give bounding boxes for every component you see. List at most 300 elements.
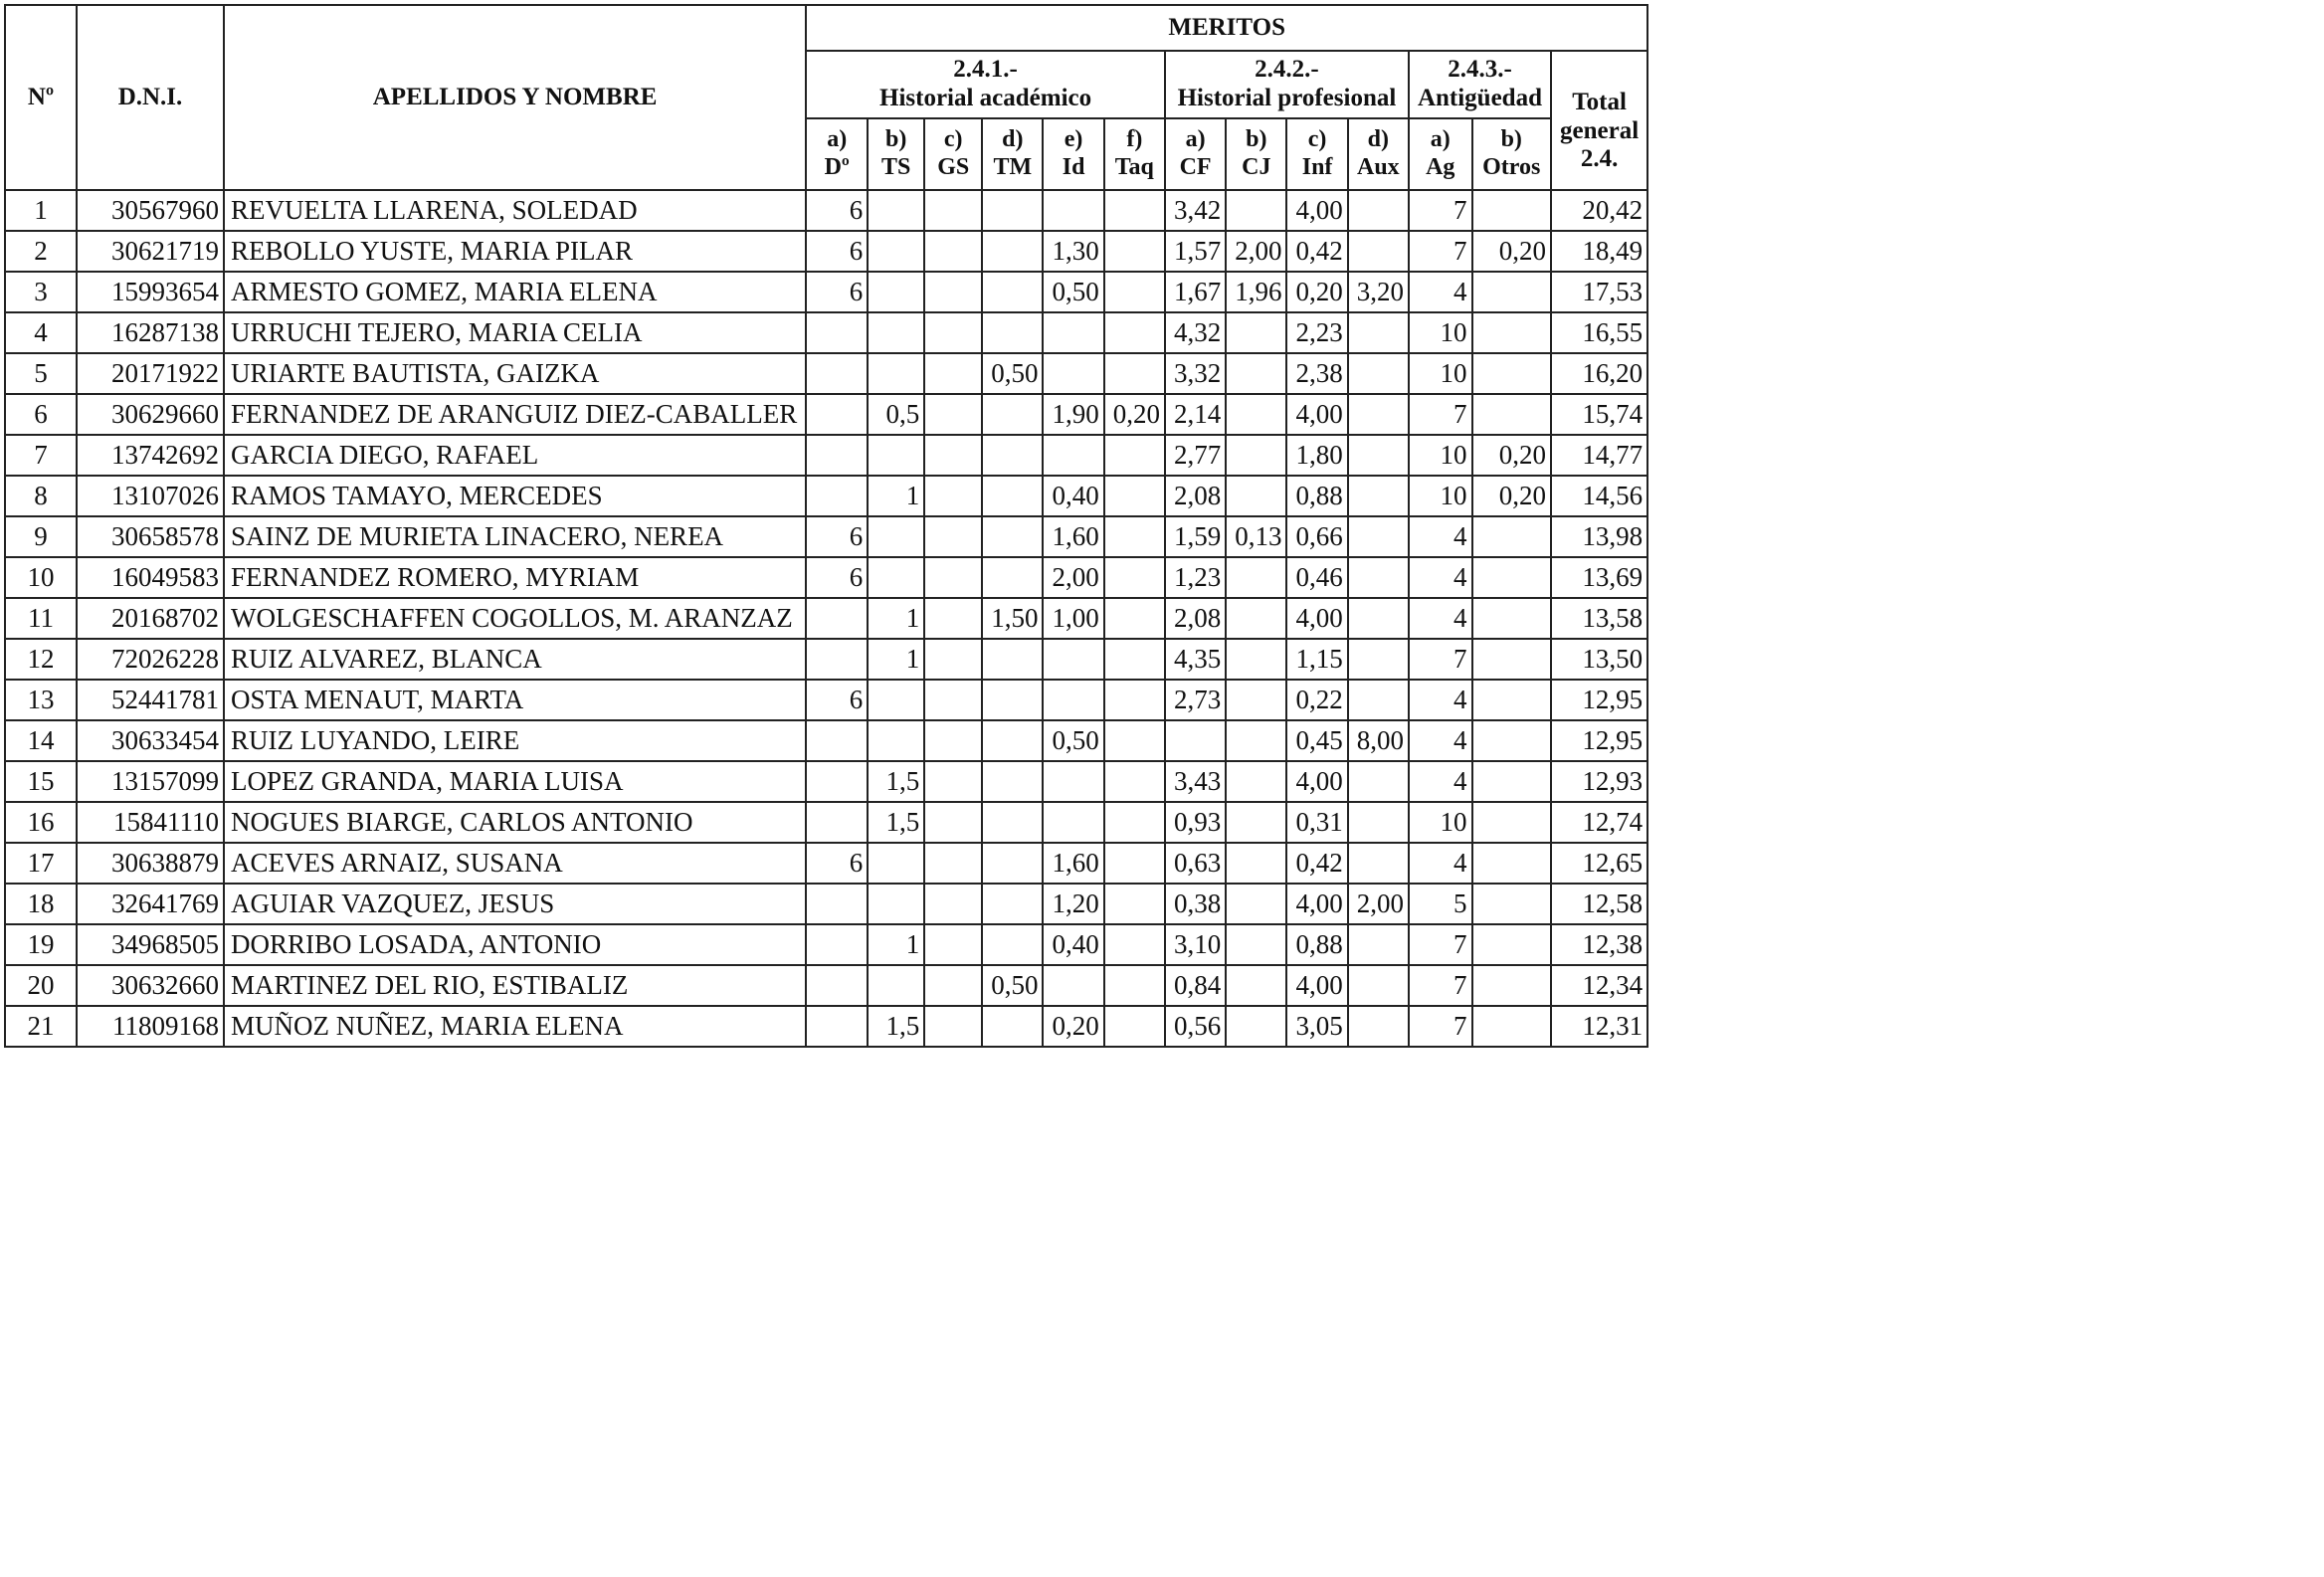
group-2-code: 2.4.2.- (1255, 56, 1319, 84)
table-row (5, 598, 1647, 639)
row-merit-value: 1,00 (1043, 598, 1103, 639)
table-row (5, 190, 1647, 231)
row-merit-value: 2,08 (1165, 476, 1226, 516)
merits-table (4, 4, 1648, 1048)
row-merit-value (868, 516, 924, 557)
row-merit-value: 0,46 (1286, 557, 1347, 598)
row-number: 7 (5, 435, 77, 476)
row-number: 2 (5, 231, 77, 272)
group-1-code: 2.4.1.- (953, 56, 1018, 84)
row-merit-value: 2,38 (1286, 353, 1347, 394)
row-number: 14 (5, 720, 77, 761)
subheader-letter: d) (1002, 126, 1024, 153)
row-merit-value (806, 884, 868, 924)
row-merit-value (1104, 924, 1165, 965)
row-name: URIARTE BAUTISTA, GAIZKA (224, 353, 806, 394)
row-merit-value: 10 (1409, 353, 1472, 394)
row-merit-value (1104, 598, 1165, 639)
row-merit-value (924, 476, 982, 516)
row-merit-value: 1,67 (1165, 272, 1226, 312)
row-merit-value (982, 884, 1043, 924)
row-merit-value: 4,00 (1286, 394, 1347, 435)
row-merit-value (1043, 965, 1103, 1006)
row-total: 14,56 (1551, 476, 1647, 516)
row-merit-value: 4 (1409, 680, 1472, 720)
row-merit-value: 0,88 (1286, 476, 1347, 516)
row-merit-value (1348, 965, 1409, 1006)
header-meritos: MERITOS (806, 5, 1647, 51)
row-merit-value: 4 (1409, 843, 1472, 884)
row-merit-value (868, 843, 924, 884)
row-merit-value (1472, 965, 1551, 1006)
row-merit-value (924, 761, 982, 802)
row-merit-value (982, 272, 1043, 312)
header-group-academico (806, 51, 1165, 118)
row-merit-value: 0,50 (1043, 272, 1103, 312)
row-merit-value (1104, 761, 1165, 802)
row-merit-value (924, 639, 982, 680)
row-merit-value (1104, 680, 1165, 720)
row-merit-value: 4 (1409, 720, 1472, 761)
row-name: REBOLLO YUSTE, MARIA PILAR (224, 231, 806, 272)
row-dni: 34968505 (77, 924, 224, 965)
row-merit-value: 10 (1409, 476, 1472, 516)
row-merit-value: 2,23 (1286, 312, 1347, 353)
row-merit-value (1226, 965, 1286, 1006)
row-merit-value: 0,88 (1286, 924, 1347, 965)
row-merit-value (1043, 312, 1103, 353)
row-merit-value (924, 394, 982, 435)
row-merit-value (806, 720, 868, 761)
row-dni: 20168702 (77, 598, 224, 639)
subheader-letter: f) (1126, 126, 1143, 153)
header-group-profesional (1165, 51, 1409, 118)
row-total: 17,53 (1551, 272, 1647, 312)
row-merit-value (924, 802, 982, 843)
row-merit-value: 0,22 (1286, 680, 1347, 720)
header-total (1551, 51, 1647, 190)
row-merit-value (1226, 761, 1286, 802)
row-merit-value (1226, 312, 1286, 353)
row-merit-value (1043, 353, 1103, 394)
row-merit-value: 0,20 (1104, 394, 1165, 435)
row-merit-value (924, 843, 982, 884)
row-merit-value (868, 720, 924, 761)
row-dni: 13742692 (77, 435, 224, 476)
row-merit-value (982, 720, 1043, 761)
row-merit-value (924, 516, 982, 557)
row-merit-value (1348, 924, 1409, 965)
row-merit-value (1472, 761, 1551, 802)
row-merit-value (1104, 1006, 1165, 1047)
table-row (5, 802, 1647, 843)
row-merit-value (1472, 312, 1551, 353)
row-merit-value: 4,00 (1286, 190, 1347, 231)
subheader-ts-1 (868, 118, 924, 190)
row-merit-value: 0,50 (982, 965, 1043, 1006)
row-merit-value: 3,42 (1165, 190, 1226, 231)
row-total: 13,69 (1551, 557, 1647, 598)
row-number: 10 (5, 557, 77, 598)
row-merit-value (1104, 190, 1165, 231)
row-merit-value (1472, 190, 1551, 231)
row-merit-value (1348, 435, 1409, 476)
row-total: 15,74 (1551, 394, 1647, 435)
row-merit-value: 7 (1409, 190, 1472, 231)
row-name: WOLGESCHAFFEN COGOLLOS, M. ARANZAZ (224, 598, 806, 639)
row-merit-value (868, 353, 924, 394)
row-merit-value (1104, 843, 1165, 884)
row-merit-value (1348, 516, 1409, 557)
row-merit-value (1472, 802, 1551, 843)
row-merit-value: 0,84 (1165, 965, 1226, 1006)
row-number: 12 (5, 639, 77, 680)
subheader-abbr: GS (937, 154, 970, 180)
row-merit-value (1226, 802, 1286, 843)
table-row (5, 353, 1647, 394)
row-name: AGUIAR VAZQUEZ, JESUS (224, 884, 806, 924)
row-merit-value: 1,23 (1165, 557, 1226, 598)
row-merit-value (1472, 1006, 1551, 1047)
row-merit-value (982, 680, 1043, 720)
row-dni: 72026228 (77, 639, 224, 680)
row-merit-value (806, 598, 868, 639)
row-merit-value (1043, 761, 1103, 802)
table-row (5, 1006, 1647, 1047)
row-merit-value (806, 476, 868, 516)
row-dni: 13107026 (77, 476, 224, 516)
subheader-abbr: Id (1062, 154, 1085, 180)
row-total: 12,58 (1551, 884, 1647, 924)
subheader-d-0 (806, 118, 868, 190)
row-merit-value: 7 (1409, 639, 1472, 680)
row-merit-value (924, 598, 982, 639)
row-merit-value: 2,73 (1165, 680, 1226, 720)
group-3-name: Antigüedad (1417, 85, 1542, 111)
header-name: APELLIDOS Y NOMBRE (224, 5, 806, 190)
row-merit-value: 0,38 (1165, 884, 1226, 924)
subheader-letter: a) (827, 126, 848, 153)
row-name: FERNANDEZ DE ARANGUIZ DIEZ-CABALLER (224, 394, 806, 435)
row-merit-value (1472, 272, 1551, 312)
row-name: ACEVES ARNAIZ, SUSANA (224, 843, 806, 884)
row-name: URRUCHI TEJERO, MARIA CELIA (224, 312, 806, 353)
row-merit-value (1348, 394, 1409, 435)
subheader-ag-10 (1409, 118, 1472, 190)
row-merit-value (1104, 516, 1165, 557)
row-merit-value: 1,80 (1286, 435, 1347, 476)
row-merit-value: 0,13 (1226, 516, 1286, 557)
row-merit-value (1226, 394, 1286, 435)
row-merit-value: 1,59 (1165, 516, 1226, 557)
subheader-inf-8 (1286, 118, 1347, 190)
row-merit-value: 6 (806, 231, 868, 272)
row-name: RUIZ ALVAREZ, BLANCA (224, 639, 806, 680)
subheader-id-4 (1043, 118, 1103, 190)
row-merit-value: 5 (1409, 884, 1472, 924)
row-merit-value (1226, 476, 1286, 516)
row-merit-value (982, 476, 1043, 516)
row-merit-value: 7 (1409, 965, 1472, 1006)
row-merit-value (982, 639, 1043, 680)
row-merit-value: 2,00 (1226, 231, 1286, 272)
subheader-abbr: Ag (1426, 154, 1455, 180)
subheader-letter: b) (1500, 126, 1522, 153)
table-row (5, 272, 1647, 312)
row-merit-value (982, 761, 1043, 802)
row-merit-value (868, 272, 924, 312)
row-merit-value (1348, 802, 1409, 843)
row-merit-value: 1,30 (1043, 231, 1103, 272)
row-merit-value (924, 353, 982, 394)
row-name: DORRIBO LOSADA, ANTONIO (224, 924, 806, 965)
row-merit-value: 0,40 (1043, 924, 1103, 965)
header-dni: D.N.I. (77, 5, 224, 190)
row-merit-value (1348, 190, 1409, 231)
table-row (5, 557, 1647, 598)
row-merit-value: 4,00 (1286, 884, 1347, 924)
row-merit-value: 4,32 (1165, 312, 1226, 353)
row-merit-value (1104, 272, 1165, 312)
row-merit-value: 4,00 (1286, 965, 1347, 1006)
row-merit-value: 7 (1409, 924, 1472, 965)
row-merit-value (1226, 924, 1286, 965)
row-merit-value (1472, 353, 1551, 394)
row-number: 21 (5, 1006, 77, 1047)
row-merit-value (982, 557, 1043, 598)
row-dni: 15993654 (77, 272, 224, 312)
subheader-abbr: Aux (1356, 154, 1400, 180)
row-merit-value: 6 (806, 190, 868, 231)
row-merit-value (1472, 598, 1551, 639)
row-merit-value (1043, 190, 1103, 231)
subheader-letter: d) (1367, 126, 1389, 153)
row-merit-value (982, 516, 1043, 557)
row-merit-value (924, 680, 982, 720)
row-merit-value: 0,20 (1472, 476, 1551, 516)
row-number: 17 (5, 843, 77, 884)
row-name: OSTA MENAUT, MARTA (224, 680, 806, 720)
row-merit-value (982, 924, 1043, 965)
row-merit-value (1226, 884, 1286, 924)
row-merit-value: 3,10 (1165, 924, 1226, 965)
table-row (5, 884, 1647, 924)
row-merit-value (1104, 557, 1165, 598)
row-total: 20,42 (1551, 190, 1647, 231)
row-merit-value (1472, 924, 1551, 965)
row-merit-value: 1,57 (1165, 231, 1226, 272)
row-merit-value: 1,96 (1226, 272, 1286, 312)
row-merit-value (982, 312, 1043, 353)
row-merit-value (1226, 680, 1286, 720)
row-merit-value: 6 (806, 843, 868, 884)
table-row (5, 965, 1647, 1006)
row-merit-value (806, 1006, 868, 1047)
row-merit-value: 0,56 (1165, 1006, 1226, 1047)
table-row (5, 394, 1647, 435)
subheader-abbr: Otros (1482, 154, 1541, 180)
row-dni: 30567960 (77, 190, 224, 231)
row-merit-value (1043, 435, 1103, 476)
table-row (5, 924, 1647, 965)
row-merit-value (806, 639, 868, 680)
row-merit-value: 4 (1409, 761, 1472, 802)
header-n: Nº (5, 5, 77, 190)
table-row (5, 516, 1647, 557)
row-merit-value (924, 965, 982, 1006)
row-merit-value (924, 924, 982, 965)
subheader-abbr: TS (881, 154, 911, 180)
row-merit-value (1043, 680, 1103, 720)
row-merit-value (1348, 353, 1409, 394)
row-merit-value: 4 (1409, 598, 1472, 639)
row-number: 6 (5, 394, 77, 435)
row-merit-value: 0,45 (1286, 720, 1347, 761)
group-1-name: Historial académico (879, 85, 1092, 111)
subheader-letter: b) (885, 126, 907, 153)
row-merit-value: 0,50 (1043, 720, 1103, 761)
row-merit-value (982, 802, 1043, 843)
row-merit-value (1226, 720, 1286, 761)
row-merit-value (924, 557, 982, 598)
row-merit-value (1348, 1006, 1409, 1047)
row-merit-value (1226, 557, 1286, 598)
row-merit-value: 1 (868, 639, 924, 680)
row-merit-value: 1 (868, 924, 924, 965)
row-merit-value (806, 435, 868, 476)
row-merit-value: 6 (806, 680, 868, 720)
total-line-3: 2.4. (1580, 145, 1619, 173)
group-2-name: Historial profesional (1177, 85, 1397, 111)
subheader-abbr: CJ (1242, 154, 1271, 180)
subheader-abbr: CF (1179, 154, 1212, 180)
row-merit-value (1472, 720, 1551, 761)
table-row (5, 761, 1647, 802)
table-row (5, 639, 1647, 680)
table-row (5, 231, 1647, 272)
row-merit-value (1104, 435, 1165, 476)
subheader-letter: c) (1307, 126, 1327, 153)
row-merit-value (1104, 884, 1165, 924)
row-merit-value (1348, 598, 1409, 639)
row-total: 12,95 (1551, 680, 1647, 720)
row-merit-value (982, 190, 1043, 231)
row-name: FERNANDEZ ROMERO, MYRIAM (224, 557, 806, 598)
row-total: 14,77 (1551, 435, 1647, 476)
row-merit-value (924, 190, 982, 231)
row-name: MARTINEZ DEL RIO, ESTIBALIZ (224, 965, 806, 1006)
row-merit-value: 2,00 (1348, 884, 1409, 924)
row-merit-value (1226, 843, 1286, 884)
row-total: 13,58 (1551, 598, 1647, 639)
row-merit-value (924, 884, 982, 924)
row-merit-value: 6 (806, 516, 868, 557)
subheader-abbr: Taq (1114, 154, 1154, 180)
header-group-antiguedad (1409, 51, 1551, 118)
subheader-tm-3 (982, 118, 1043, 190)
row-merit-value (868, 680, 924, 720)
row-merit-value: 8,00 (1348, 720, 1409, 761)
row-merit-value: 1 (868, 476, 924, 516)
subheader-cj-7 (1226, 118, 1286, 190)
row-merit-value (1043, 639, 1103, 680)
row-merit-value (1226, 353, 1286, 394)
row-number: 18 (5, 884, 77, 924)
row-merit-value: 1,5 (868, 1006, 924, 1047)
row-merit-value (1348, 557, 1409, 598)
row-merit-value: 0,40 (1043, 476, 1103, 516)
row-dni: 16287138 (77, 312, 224, 353)
row-merit-value (806, 394, 868, 435)
row-merit-value (1472, 557, 1551, 598)
row-merit-value (1104, 231, 1165, 272)
row-name: ARMESTO GOMEZ, MARIA ELENA (224, 272, 806, 312)
row-dni: 30632660 (77, 965, 224, 1006)
row-merit-value: 0,66 (1286, 516, 1347, 557)
row-merit-value: 10 (1409, 802, 1472, 843)
row-number: 4 (5, 312, 77, 353)
row-merit-value (1348, 843, 1409, 884)
subheader-cf-6 (1165, 118, 1226, 190)
row-total: 12,31 (1551, 1006, 1647, 1047)
row-merit-value: 2,00 (1043, 557, 1103, 598)
row-merit-value: 3,43 (1165, 761, 1226, 802)
row-number: 1 (5, 190, 77, 231)
row-dni: 13157099 (77, 761, 224, 802)
row-number: 20 (5, 965, 77, 1006)
row-merit-value (1104, 353, 1165, 394)
row-merit-value: 0,63 (1165, 843, 1226, 884)
row-merit-value: 10 (1409, 312, 1472, 353)
subheader-letter: c) (943, 126, 963, 153)
group-3-code: 2.4.3.- (1448, 56, 1512, 84)
row-name: GARCIA DIEGO, RAFAEL (224, 435, 806, 476)
row-merit-value (806, 965, 868, 1006)
row-merit-value: 1,60 (1043, 516, 1103, 557)
table-row (5, 312, 1647, 353)
row-name: RAMOS TAMAYO, MERCEDES (224, 476, 806, 516)
row-merit-value (1226, 598, 1286, 639)
row-merit-value (982, 435, 1043, 476)
row-number: 9 (5, 516, 77, 557)
row-merit-value (868, 312, 924, 353)
table-row (5, 680, 1647, 720)
row-dni: 32641769 (77, 884, 224, 924)
row-merit-value: 4,35 (1165, 639, 1226, 680)
row-merit-value: 1,5 (868, 802, 924, 843)
row-merit-value: 1,50 (982, 598, 1043, 639)
row-merit-value (982, 843, 1043, 884)
row-merit-value (924, 720, 982, 761)
row-merit-value (1104, 312, 1165, 353)
row-merit-value (982, 394, 1043, 435)
row-name: SAINZ DE MURIETA LINACERO, NEREA (224, 516, 806, 557)
row-merit-value: 0,5 (868, 394, 924, 435)
row-merit-value: 0,20 (1472, 435, 1551, 476)
row-merit-value (1472, 884, 1551, 924)
table-row (5, 843, 1647, 884)
row-dni: 30629660 (77, 394, 224, 435)
row-dni: 15841110 (77, 802, 224, 843)
subheader-letter: a) (1185, 126, 1206, 153)
row-merit-value: 0,20 (1286, 272, 1347, 312)
row-number: 16 (5, 802, 77, 843)
row-number: 5 (5, 353, 77, 394)
row-merit-value: 10 (1409, 435, 1472, 476)
subheader-letter: a) (1430, 126, 1451, 153)
subheader-otros-11 (1472, 118, 1551, 190)
row-merit-value (1104, 639, 1165, 680)
